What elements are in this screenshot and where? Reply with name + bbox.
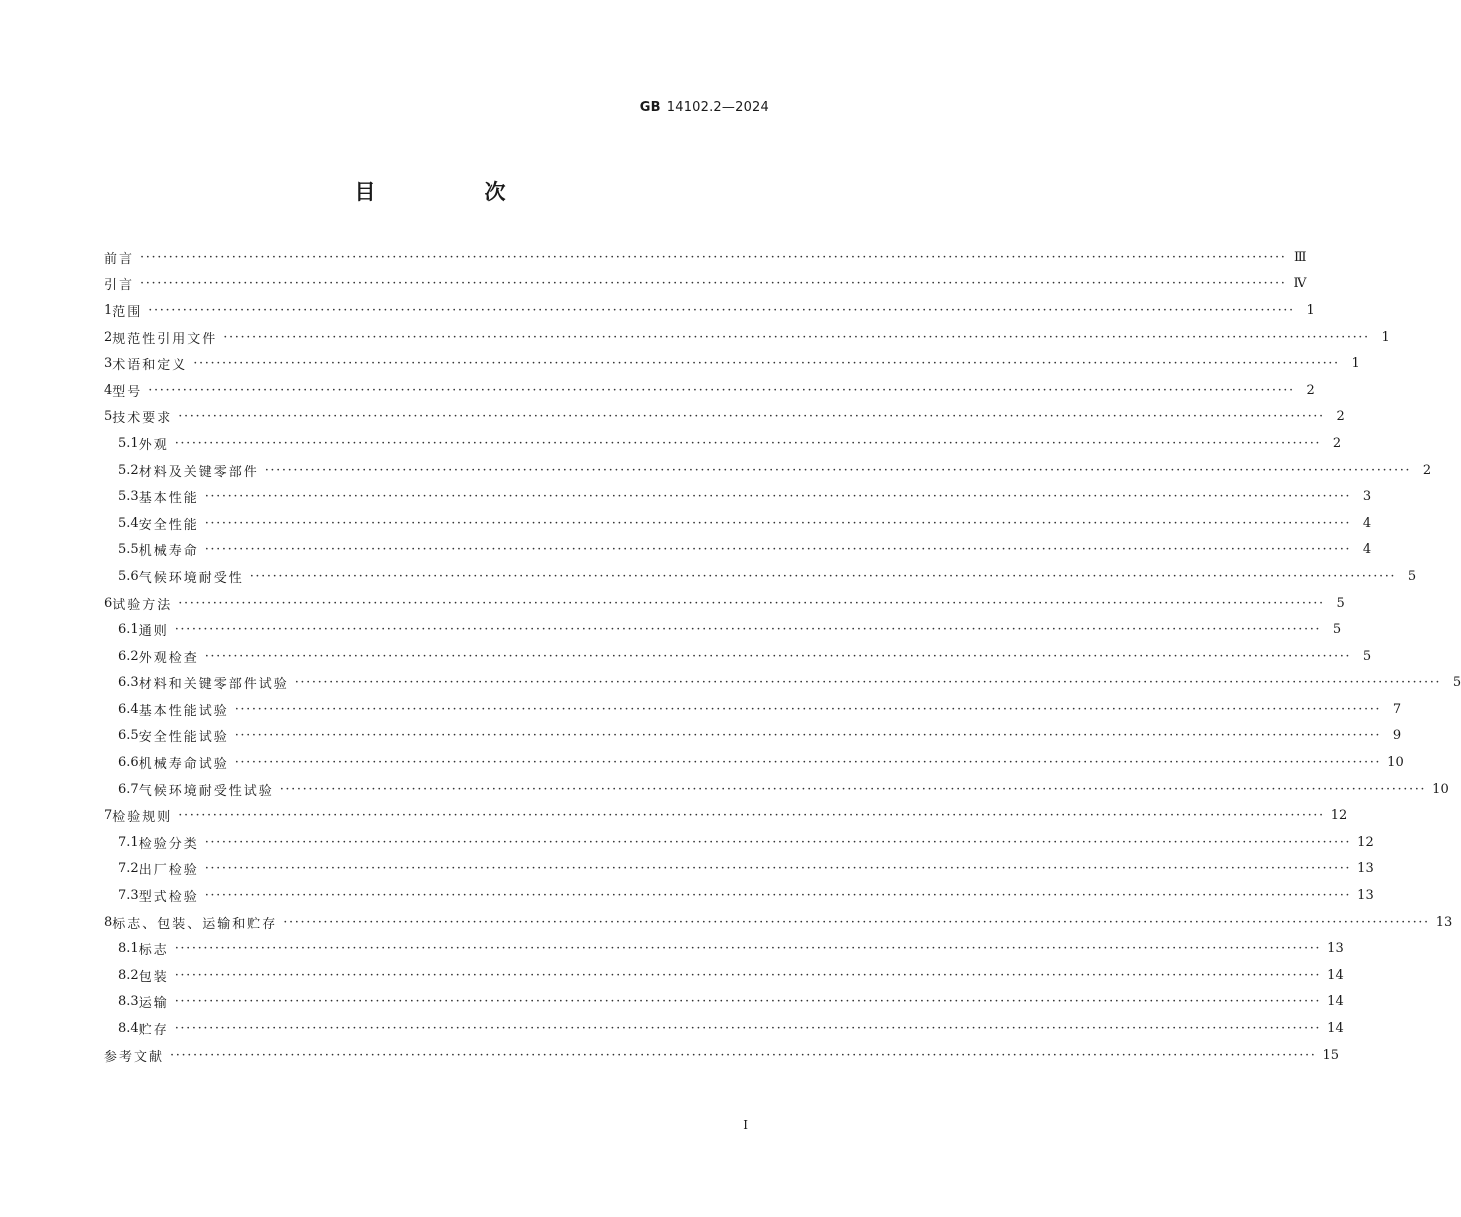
table-of-contents — [104, 244, 1461, 1068]
toc-entry[interactable] — [104, 909, 1453, 936]
toc-entry-number: 7 — [104, 808, 113, 824]
toc-entry-page: 5 — [1336, 595, 1345, 611]
toc-entry[interactable] — [104, 1042, 1340, 1069]
toc-dot-leader: ········································································································································································································ — [234, 701, 1382, 717]
toc-dot-leader: ········································································································································································································ — [204, 861, 1352, 877]
toc-dot-leader: ········································································································································································································ — [193, 356, 1340, 372]
toc-entry[interactable] — [104, 297, 1315, 324]
toc-entry-label: 前言 — [104, 251, 135, 267]
toc-dot-leader: ········································································································································································································ — [294, 675, 1442, 691]
toc-dot-leader: ········································································································································································································ — [204, 515, 1352, 531]
toc-entry-label: 型号 — [112, 384, 143, 400]
toc-entry-number: 7.1 — [118, 834, 139, 850]
toc-entry-number: 5 — [104, 409, 113, 425]
toc-dot-leader: ········································································································································································································ — [264, 462, 1412, 478]
toc-entry[interactable] — [104, 829, 1374, 856]
toc-entry-label: 安全性能 — [138, 517, 199, 533]
toc-entry-page: 14 — [1327, 967, 1344, 983]
toc-entry-number: 5.5 — [118, 542, 139, 558]
toc-entry-label: 技术要求 — [112, 411, 173, 427]
toc-entry[interactable] — [104, 670, 1461, 697]
toc-entry[interactable] — [104, 404, 1345, 431]
toc-entry-page: 9 — [1392, 728, 1402, 744]
toc-entry-page: 10 — [1387, 755, 1404, 771]
toc-entry[interactable] — [104, 962, 1344, 989]
toc-entry-page: 1 — [1306, 302, 1315, 318]
toc-dot-leader: ········································································································································································································ — [178, 409, 1325, 425]
standard-prefix: GB — [639, 100, 661, 115]
toc-entry-number: 6.4 — [118, 701, 139, 717]
toc-dot-leader: ········································································································································································································ — [249, 568, 1397, 584]
toc-dot-leader: ········································································································································································································ — [178, 595, 1325, 611]
toc-entry-label: 试验方法 — [112, 597, 173, 613]
toc-entry-label: 基本性能 — [138, 491, 199, 507]
toc-entry-label: 检验规则 — [112, 810, 173, 826]
toc-entry[interactable] — [104, 643, 1372, 670]
toc-dot-leader: ········································································································································································································ — [204, 834, 1352, 850]
toc-entry-page: 13 — [1327, 941, 1344, 957]
toc-entry[interactable] — [104, 1015, 1344, 1042]
toc-entry-number: 5.4 — [118, 515, 139, 531]
toc-entry-label: 机械寿命试验 — [138, 757, 229, 773]
toc-entry-label: 出厂检验 — [138, 863, 199, 879]
toc-entry-label: 贮存 — [138, 1023, 169, 1039]
toc-dot-leader: ········································································································································································································ — [178, 808, 1325, 824]
toc-entry-number: 2 — [104, 329, 113, 345]
toc-entry-page: 15 — [1322, 1047, 1340, 1063]
toc-dot-leader: ········································································································································································································ — [283, 914, 1430, 930]
toc-entry-page: 12 — [1357, 834, 1374, 850]
toc-entry[interactable] — [104, 350, 1360, 377]
toc-entry-label: 检验分类 — [138, 836, 199, 852]
toc-entry-label: 基本性能试验 — [138, 703, 229, 719]
toc-entry-page: 2 — [1332, 435, 1342, 451]
toc-entry-page: 13 — [1357, 861, 1374, 877]
toc-dot-leader: ········································································································································································································ — [140, 249, 1287, 265]
toc-entry[interactable] — [104, 510, 1372, 537]
toc-entry-label: 参考文献 — [104, 1049, 165, 1065]
toc-entry-number: 5.1 — [118, 435, 139, 451]
toc-entry-page: 12 — [1330, 808, 1348, 824]
toc-entry-number: 3 — [104, 356, 113, 372]
toc-entry-label: 安全性能试验 — [138, 730, 229, 746]
toc-entry-number: 5.6 — [118, 568, 139, 584]
toc-entry-number: 8.2 — [118, 967, 139, 983]
toc-entry[interactable] — [104, 802, 1348, 829]
toc-entry[interactable] — [104, 696, 1402, 723]
toc-dot-leader: ········································································································································································································ — [234, 728, 1382, 744]
toc-entry-number: 6.3 — [118, 675, 139, 691]
toc-entry[interactable] — [104, 723, 1402, 750]
toc-entry-page: 14 — [1327, 1021, 1344, 1037]
toc-entry-page: 5 — [1332, 622, 1342, 638]
toc-entry-page: 5 — [1452, 675, 1461, 691]
toc-entry-page: 5 — [1362, 648, 1372, 664]
toc-entry[interactable] — [104, 457, 1432, 484]
toc-entry[interactable] — [104, 244, 1307, 271]
toc-entry[interactable] — [104, 324, 1390, 351]
toc-entry-number: 4 — [104, 382, 113, 398]
toc-entry-label: 机械寿命 — [138, 544, 199, 560]
toc-dot-leader: ········································································································································································································ — [279, 781, 1427, 797]
toc-entry-label: 材料和关键零部件试验 — [138, 677, 289, 693]
toc-entry[interactable] — [104, 616, 1342, 643]
toc-entry-label: 术语和定义 — [112, 358, 188, 374]
toc-entry-page: Ⅲ — [1293, 249, 1307, 265]
toc-entry-page: 1 — [1381, 329, 1390, 345]
toc-entry[interactable] — [104, 563, 1417, 590]
toc-dot-leader: ········································································································································································································ — [174, 967, 1322, 983]
toc-entry-number: 7.2 — [118, 861, 139, 877]
toc-entry[interactable] — [104, 856, 1374, 883]
toc-entry-label: 规范性引用文件 — [112, 331, 218, 347]
toc-entry-page: 3 — [1362, 489, 1372, 505]
toc-dot-leader: ········································································································································································································ — [170, 1047, 1317, 1063]
toc-entry-number: 6.6 — [118, 755, 139, 771]
toc-entry-label: 通则 — [138, 624, 169, 640]
toc-entry-label: 标志 — [138, 943, 169, 959]
toc-entry-label: 标志、包装、运输和贮存 — [112, 916, 278, 932]
toc-entry-label: 引言 — [104, 278, 135, 294]
toc-dot-leader: ········································································································································································································ — [148, 302, 1295, 318]
toc-entry-label: 包装 — [138, 969, 169, 985]
toc-entry-label: 材料及关键零部件 — [138, 464, 259, 480]
toc-entry[interactable] — [104, 483, 1372, 510]
standard-id — [640, 100, 769, 115]
toc-entry-page: Ⅳ — [1293, 276, 1307, 292]
standard-number: 14102.2—2024 — [666, 100, 769, 115]
toc-entry[interactable] — [104, 935, 1344, 962]
toc-entry-number: 5.2 — [118, 462, 139, 478]
toc-dot-leader: ········································································································································································································ — [174, 622, 1322, 638]
toc-entry-number: 8.1 — [118, 941, 139, 957]
toc-entry-page: 5 — [1407, 568, 1417, 584]
toc-entry-page: 13 — [1357, 888, 1374, 904]
toc-entry-label: 气候环境耐受性 — [138, 570, 244, 586]
toc-entry-page: 10 — [1432, 781, 1449, 797]
toc-dot-leader: ········································································································································································································ — [174, 1021, 1322, 1037]
toc-entry-label: 外观检查 — [138, 650, 199, 666]
toc-entry-page: 2 — [1336, 409, 1345, 425]
toc-entry-number: 6 — [104, 595, 113, 611]
toc-entry-page: 7 — [1392, 701, 1402, 717]
toc-entry-number: 7.3 — [118, 888, 139, 904]
toc-entry-label: 气候环境耐受性试验 — [138, 783, 274, 799]
toc-entry-label: 运输 — [138, 996, 169, 1012]
toc-dot-leader: ········································································································································································································ — [204, 542, 1352, 558]
toc-entry[interactable] — [104, 537, 1372, 564]
toc-dot-leader: ········································································································································································································ — [234, 755, 1382, 771]
toc-entry-page: 2 — [1306, 382, 1315, 398]
toc-entry[interactable] — [104, 271, 1307, 298]
toc-entry[interactable] — [104, 989, 1344, 1016]
toc-entry[interactable] — [104, 776, 1449, 803]
toc-dot-leader: ········································································································································································································ — [174, 994, 1322, 1010]
toc-entry-label: 型式检验 — [138, 890, 199, 906]
toc-entry[interactable] — [104, 749, 1404, 776]
toc-entry-page: 14 — [1327, 994, 1344, 1010]
toc-dot-leader: ········································································································································································································ — [223, 329, 1370, 345]
toc-entry-page: 4 — [1362, 515, 1372, 531]
page-title: 目 次 — [354, 180, 550, 204]
toc-dot-leader: ········································································································································································································ — [204, 648, 1352, 664]
toc-entry-label: 外观 — [138, 437, 169, 453]
toc-dot-leader: ········································································································································································································ — [148, 382, 1295, 398]
toc-entry-label: 范围 — [112, 304, 143, 320]
toc-entry-number: 8 — [104, 914, 113, 930]
toc-entry[interactable] — [104, 430, 1342, 457]
toc-entry[interactable] — [104, 590, 1345, 617]
toc-entry[interactable] — [104, 377, 1315, 404]
toc-entry-number: 8.3 — [118, 994, 139, 1010]
toc-dot-leader: ········································································································································································································ — [140, 276, 1287, 292]
toc-dot-leader: ········································································································································································································ — [204, 888, 1352, 904]
toc-entry-number: 6.5 — [118, 728, 139, 744]
toc-dot-leader: ········································································································································································································ — [204, 489, 1352, 505]
toc-entry-number: 6.7 — [118, 781, 139, 797]
toc-dot-leader: ········································································································································································································ — [174, 435, 1322, 451]
toc-entry-page: 2 — [1422, 462, 1432, 478]
toc-entry-page: 4 — [1362, 542, 1372, 558]
toc-entry-number: 1 — [104, 302, 113, 318]
toc-entry-number: 6.1 — [118, 622, 139, 638]
toc-entry-number: 6.2 — [118, 648, 139, 664]
toc-entry[interactable] — [104, 882, 1374, 909]
toc-entry-number: 8.4 — [118, 1021, 139, 1037]
toc-entry-number: 5.3 — [118, 489, 139, 505]
toc-dot-leader: ········································································································································································································ — [174, 941, 1322, 957]
page-number: Ⅰ — [743, 1118, 748, 1132]
toc-entry-page: 13 — [1435, 914, 1453, 930]
toc-entry-page: 1 — [1351, 356, 1360, 372]
